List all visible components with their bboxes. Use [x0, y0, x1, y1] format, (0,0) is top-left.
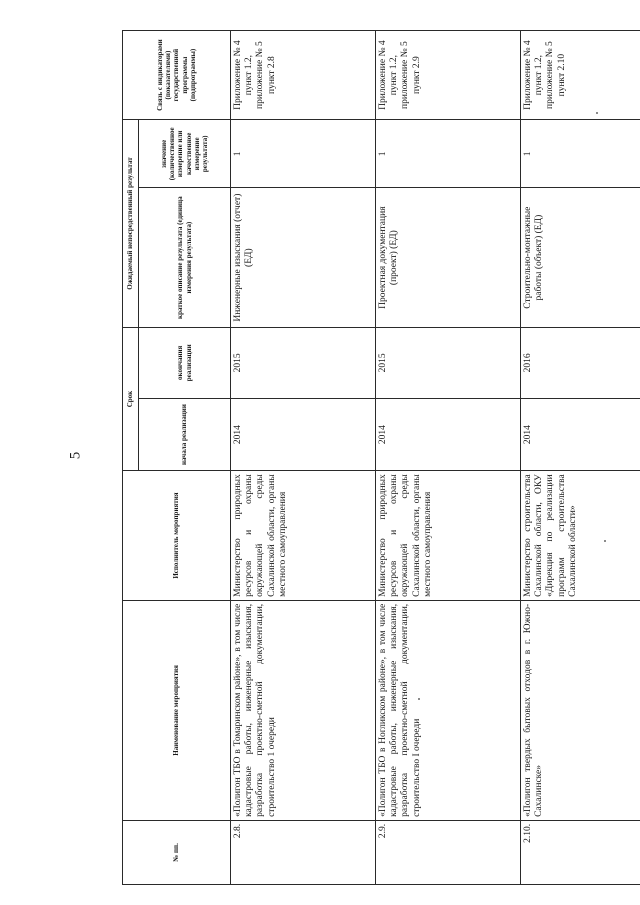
header-term-group: Срок [123, 327, 139, 471]
row-name: «Полигон ТБО в Томаринском районе», в том числе кадастровые работы, инженерные изыскания, разработка проектно-сметной документации, строительство 1 очереди [231, 600, 376, 820]
row-end: 2015 [376, 327, 521, 398]
header-link: Связь с индикаторами (показателями) государственной программы (подпрограммы) [123, 31, 231, 120]
table-row [376, 31, 521, 885]
header-executor: Исполнитель мероприятия [123, 471, 231, 601]
row-start: 2014 [376, 398, 521, 470]
row-executor: Министерство строительства Сахалинской области, ОКУ «Дирекция по реализации программ строительства Сахалинской области» [521, 471, 640, 601]
header-num: № пп. [123, 820, 231, 884]
row-result-desc: Строительно-монтажные работы (объект) (ЕД) [521, 188, 640, 327]
row-num: 2.10. [521, 820, 640, 884]
row-executor: Министерство природных ресурсов и охраны окружающей среды Сахалинской области, органы местного самоуправления [376, 471, 521, 601]
row-link: Приложение № 4 пункт 1.2, приложение № 5 пункт 2.8 [231, 31, 376, 120]
row-start: 2014 [521, 398, 640, 470]
page-number: 5 [67, 451, 84, 460]
scan-speck [418, 698, 420, 700]
header-result-group: Ожидаемый непосредственный результат [123, 120, 139, 328]
header-result-value: значение (количественное измерение или качественное измерение результата) [139, 120, 231, 188]
row-link: Приложение № 4 пункт 1.2, приложение № 5 пункт 2.10 [521, 31, 640, 120]
header-name: Наименование мероприятия [123, 600, 231, 820]
row-result-value: 1 [521, 120, 640, 188]
row-executor: Министерство природных ресурсов и охраны окружающей среды Сахалинской области, органы местного самоуправления [231, 471, 376, 601]
row-num: 2.9. [376, 820, 521, 884]
row-num: 2.8. [231, 820, 376, 884]
header-result-desc: краткое описание результата (единица измерения результата) [139, 188, 231, 327]
row-result-value: 1 [376, 120, 521, 188]
header-term-start: начала реализации [139, 398, 231, 470]
row-link: Приложение № 4 пункт 1.2, приложение № 5 пункт 2.9 [376, 31, 521, 120]
header-term-end: окончания реализации [139, 327, 231, 398]
row-end: 2016 [521, 327, 640, 398]
scan-speck [596, 112, 598, 114]
row-result-value: 1 [231, 120, 376, 188]
activities-table [122, 30, 640, 885]
header-row-top [123, 31, 139, 885]
table-row [521, 31, 640, 885]
rotated-table-wrapper [122, 30, 640, 885]
row-name: «Полигон твердых бытовых отходов в г. Южно-Сахалинске» [521, 600, 640, 820]
scan-speck [604, 540, 606, 542]
row-end: 2015 [231, 327, 376, 398]
table-row [231, 31, 376, 885]
row-name: «Полигон ТБО в Ногликском районе», в том числе кадастровые работы, инженерные изыскания, разработка проектно-сметной документации, строительство I очереди [376, 600, 521, 820]
row-result-desc: Инженерные изыскания (отчет) (ЕД) [231, 188, 376, 327]
row-start: 2014 [231, 398, 376, 470]
row-result-desc: Проектная документация (проект) (ЕД) [376, 188, 521, 327]
